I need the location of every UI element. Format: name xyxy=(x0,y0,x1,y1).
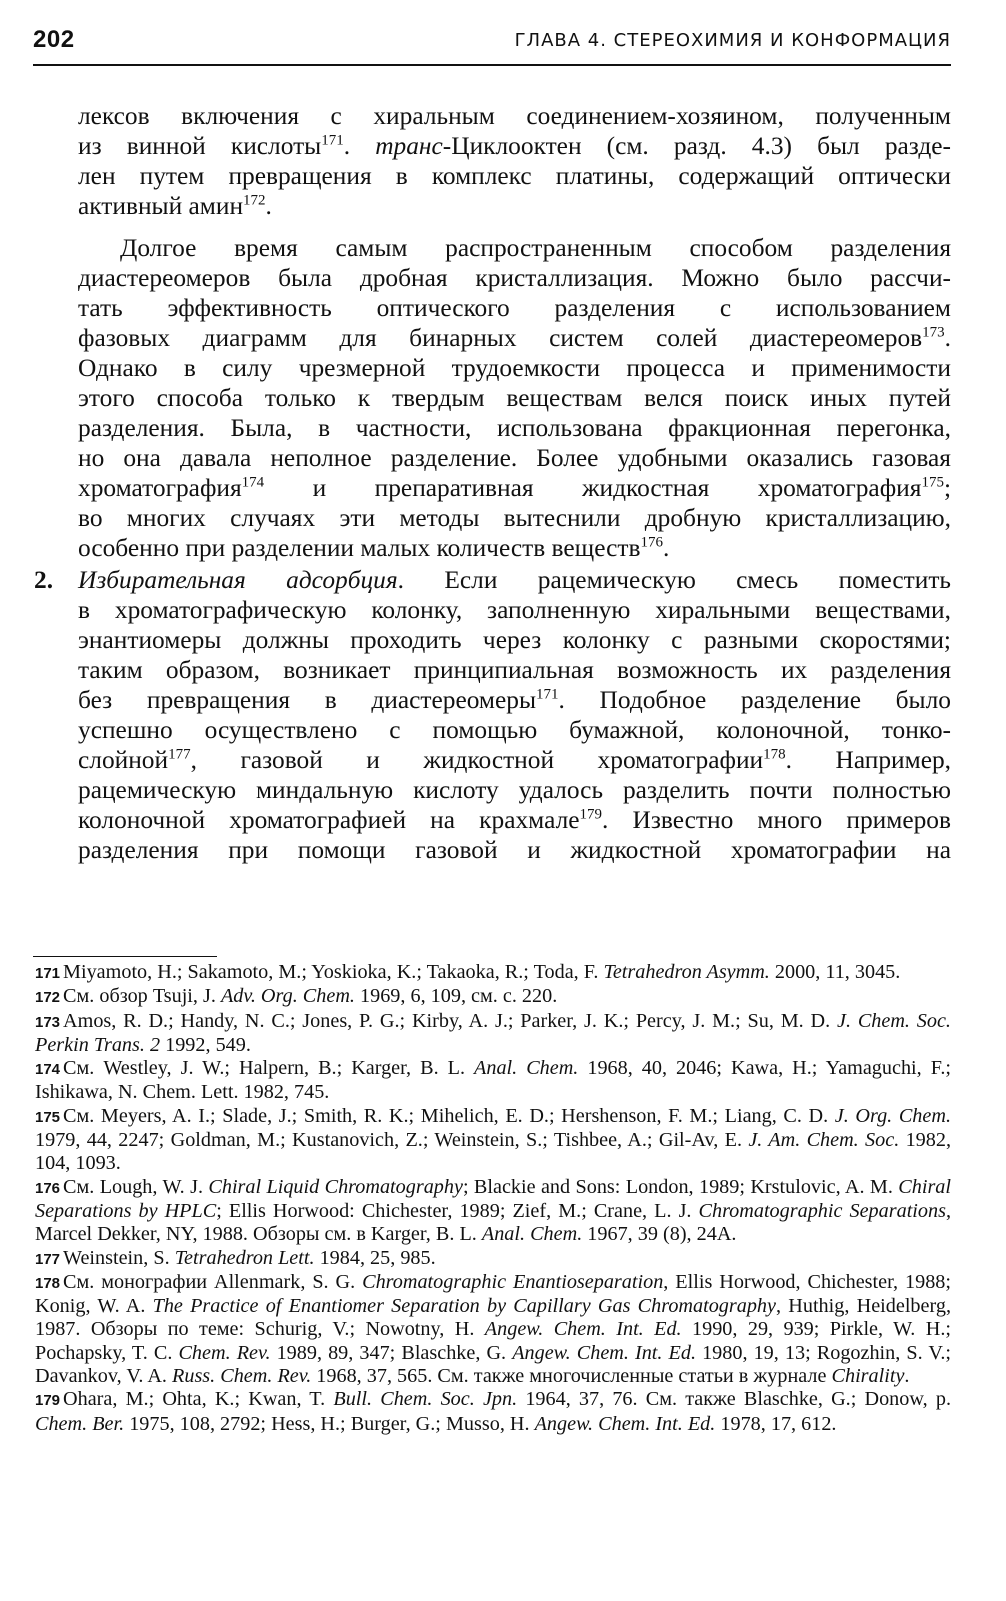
text-span: 1969, 6, 109, см. с. 220. xyxy=(354,985,558,1008)
footnotes xyxy=(35,961,951,1436)
text-line xyxy=(78,353,951,383)
text-span: 1990, 29, 939; Pirkle, W. H.; Pochapsky, T. C. xyxy=(35,1318,951,1364)
text-span: 1968, 37, 565. См. также многочисленные статьи в журнале xyxy=(311,1365,832,1388)
footnote-number: 176 xyxy=(35,1179,61,1197)
text-line xyxy=(78,161,951,191)
text-span: , Huthig, Heidelberg, 1987. Обзоры по теме: Schurig, V.; Nowotny, H. xyxy=(35,1295,951,1341)
text-span: но она давала неполное разделение. Более удобными оказались газовая xyxy=(78,444,951,472)
text-span: успешно осуществлено с помощью бумажной, колоночной, тонко- xyxy=(78,716,951,744)
ref-178: 178 xyxy=(763,746,786,763)
running-head: ГЛАВА 4. СТЕРЕОХИМИЯ И КОНФОРМАЦИЯ xyxy=(514,30,951,51)
text-span: . Например, xyxy=(785,746,952,774)
text-line xyxy=(78,625,951,655)
book-title: The Practice of Enantiomer Separation by Capillary Gas Chromatography xyxy=(152,1295,776,1318)
text-span: 1982, 104, 1093. xyxy=(35,1129,951,1175)
text-span: 1978, 17, 612. xyxy=(715,1412,837,1435)
text-line xyxy=(78,595,951,625)
text-span: из винной кислоты xyxy=(78,132,322,160)
text-span: 1980, 19, 13; Rogozhin, S. V.; Davankov, V. A. xyxy=(35,1341,952,1388)
text-line xyxy=(78,233,951,263)
text-span: в хроматографическую колонку, заполненную хиральными веществами, xyxy=(78,596,951,624)
journal-title: J. Am. Chem. Soc. xyxy=(748,1129,900,1152)
footnote-172 xyxy=(35,985,951,1009)
footnote-number: 179 xyxy=(35,1392,61,1410)
footnote-number: 171 xyxy=(35,965,61,982)
text-span: 1964, 37, 76. См. также Blaschke, G.; Donow, p. xyxy=(517,1388,951,1411)
journal-title: Tetrahedron Lett. xyxy=(174,1246,315,1269)
text-span: 1967, 39 (8), 24A. xyxy=(582,1223,737,1246)
text-span: . xyxy=(944,324,951,352)
text-span: хроматография xyxy=(78,474,242,502)
text-line xyxy=(78,323,951,353)
journal-title: Anal. Chem. xyxy=(474,1057,579,1080)
text-line xyxy=(78,565,951,595)
journal-title: Anal. Chem. xyxy=(481,1223,583,1246)
ref-173: 173 xyxy=(922,324,945,341)
book-title: Chiral Liquid Chromatography xyxy=(208,1175,463,1198)
ref-172: 172 xyxy=(243,192,266,209)
journal-title: Chem. Ber. xyxy=(35,1412,125,1435)
journal-title: Angew. Chem. Int. Ed. xyxy=(512,1341,696,1364)
text-span: ; xyxy=(943,474,951,502)
text-line xyxy=(78,533,951,563)
text-span: См. Westley, J. W.; Halpern, B.; Karger, B. L. xyxy=(63,1057,475,1080)
text-span: . Известно много примеров xyxy=(602,806,951,834)
paragraph-continuation xyxy=(78,101,951,221)
text-span: разделения. Была, в частности, использована фракционная перегонка, xyxy=(78,414,951,442)
journal-title: Bull. Chem. Soc. Jpn. xyxy=(333,1388,518,1411)
text-line xyxy=(78,745,951,775)
text-line xyxy=(78,383,951,413)
text-span: 1968, 40, 2046; Kawa, H.; Yamaguchi, F.; Ishikawa, N. Chem. Lett. 1982, 745. xyxy=(35,1057,951,1104)
text-line xyxy=(78,473,951,503)
footnote-173 xyxy=(35,1010,951,1058)
text-span: энантиомеры должны проходить через колонку с разными скоростями; xyxy=(78,626,951,654)
footnote-178 xyxy=(35,1271,951,1388)
text-span: 1979, 44, 2247; Goldman, M.; Kustanovich, Z.; Weinstein, S.; Tishbee, A.; Gil-Av, E. xyxy=(35,1129,749,1152)
text-span: лен путем превращения в комплекс платины, содержащий оптически xyxy=(78,162,951,190)
text-line xyxy=(78,191,951,221)
page-number: 202 xyxy=(33,26,75,53)
text-span: особенно при разделении малых количеств веществ xyxy=(78,534,641,562)
text-line xyxy=(78,775,951,805)
item-title: Избирательная адсорбция xyxy=(78,566,398,594)
text-span: тать эффективность оптического разделения с использованием xyxy=(78,294,951,322)
footnote-number: 173 xyxy=(35,1013,61,1031)
page-header xyxy=(33,22,951,66)
text-span: рацемическую миндальную кислоту удалось разделить почти полностью xyxy=(78,776,951,804)
text-span: См. Lough, W. J. xyxy=(63,1175,209,1198)
text-span: этого способа только к твердым веществам велся поиск иных путей xyxy=(78,384,951,412)
text-span: ; Blackie and Sons: London, 1989; Krstulovic, A. M. xyxy=(462,1175,899,1198)
text-span: Miyamoto, H.; Sakamoto, M.; Yoskioka, K.; Takaoka, R.; Toda, F. xyxy=(63,961,604,983)
footnote-number: 177 xyxy=(35,1250,61,1268)
paragraph xyxy=(78,233,951,563)
footnote-separator xyxy=(33,956,217,957)
text-span: ; Ellis Horwood: Chichester, 1989; Zief, M.; Crane, L. J. xyxy=(216,1199,699,1222)
text-span: таким образом, возникает принципиальная возможность их разделения xyxy=(78,656,951,684)
ref-176: 176 xyxy=(640,534,663,551)
book-title: Chiral Separations by HPLC xyxy=(35,1175,952,1222)
text-span: См. обзор Tsuji, J. xyxy=(63,985,221,1008)
footnote-number: 175 xyxy=(35,1108,61,1126)
list-marker: 2. xyxy=(34,566,54,594)
footnote-177 xyxy=(35,1247,951,1271)
text-span: . xyxy=(265,192,272,220)
text-span: без превращения в диастереомеры xyxy=(78,686,537,714)
book-title: Chromatographic Separations xyxy=(698,1199,946,1222)
footnote-number: 172 xyxy=(35,989,61,1007)
text-span: Amos, R. D.; Handy, N. C.; Jones, P. G.; Kirby, A. J.; Parker, J. K.; Percy, J. M.; Su, M. D. xyxy=(63,1009,837,1032)
text-span: слойной xyxy=(78,746,169,774)
text-span: См. Meyers, A. I.; Slade, J.; Smith, R. K.; Mihelich, E. D.; Hershenson, F. M.; Liang, C. D. xyxy=(63,1104,835,1127)
text-line xyxy=(78,413,951,443)
text-line xyxy=(78,715,951,745)
text-span: -Циклооктен (см. разд. 4.3) был разде- xyxy=(442,132,951,160)
journal-title: Angew. Chem. Int. Ed. xyxy=(534,1412,716,1435)
text-line xyxy=(78,805,951,835)
journal-title: Tetrahedron Asymm. xyxy=(603,961,770,983)
journal-title: J. Org. Chem. xyxy=(834,1104,951,1127)
text-span: Долгое время самым распространенным способом разделения xyxy=(120,234,951,262)
text-span: и препаративная жидкостная хроматография xyxy=(264,474,922,502)
text-span: 1989, 89, 347; Blaschke, G. xyxy=(270,1341,513,1364)
ref-174: 174 xyxy=(241,474,265,491)
journal-title: Adv. Org. Chem. xyxy=(220,985,355,1008)
text-line xyxy=(78,101,951,131)
footnote-176 xyxy=(35,1176,951,1247)
text-span: лексов включения с хиральным соединением-хозяином, полученным xyxy=(78,102,951,130)
text-span: . xyxy=(662,534,670,562)
text-span: 1984, 25, 985. xyxy=(314,1246,436,1269)
text-line xyxy=(78,685,951,715)
journal-title: Russ. Chem. Rev. xyxy=(172,1365,312,1388)
journal-title: Chirality xyxy=(831,1365,905,1388)
text-line xyxy=(78,263,951,293)
text-span: во многих случаях эти методы вытеснили дробную кристаллизацию, xyxy=(78,504,951,532)
text-span: См. монографии Allenmark, S. G. xyxy=(63,1270,363,1293)
ref-175: 175 xyxy=(921,474,944,491)
footnote-171 xyxy=(35,961,951,985)
text-span: колоночной хроматографией на крахмале xyxy=(78,806,580,834)
journal-title: Chem. Rev. xyxy=(178,1341,271,1364)
text-span: 1992, 549. xyxy=(160,1033,251,1056)
text-span: , Marcel Dekker, NY, 1988. Обзоры см. в Karger, B. L. xyxy=(35,1199,951,1246)
text-span: 2000, 11, 3045. xyxy=(769,961,901,983)
ref-177: 177 xyxy=(168,746,191,763)
text-span: , Ellis Horwood, Chichester, 1988; Konig, W. A. xyxy=(35,1270,951,1318)
journal-title: J. Chem. Soc. Perkin Trans. 2 xyxy=(35,1009,951,1056)
text-span: . xyxy=(904,1365,910,1388)
text-span: 1975, 108, 2792; Hess, H.; Burger, G.; Musso, H. xyxy=(124,1412,535,1435)
footnote-number: 174 xyxy=(35,1061,61,1079)
text-line xyxy=(78,503,951,533)
footnote-174 xyxy=(35,1057,951,1105)
text-line xyxy=(78,655,951,685)
footnote-175 xyxy=(35,1105,951,1176)
book-title: Chromatographic Enantioseparation xyxy=(362,1270,664,1293)
list-item-2 xyxy=(34,565,952,865)
text-line xyxy=(78,835,951,865)
trans-term: транс xyxy=(375,132,443,160)
text-line xyxy=(78,443,951,473)
text-span: Weinstein, S. xyxy=(63,1246,175,1269)
text-span: диастереомеров была дробная кристаллизация. Можно было рассчи- xyxy=(78,264,951,292)
text-span: активный амин xyxy=(78,192,244,220)
footnote-number: 178 xyxy=(35,1274,61,1292)
text-span: Однако в силу чрезмерной трудоемкости процесса и применимости xyxy=(78,354,951,382)
text-span: , газовой и жидкостной хроматографии xyxy=(190,746,764,774)
journal-title: Angew. Chem. Int. Ed. xyxy=(484,1318,682,1341)
text-span: . xyxy=(343,132,376,160)
text-span: Ohara, M.; Ohta, K.; Kwan, T. xyxy=(63,1388,334,1411)
ref-171: 171 xyxy=(321,132,344,149)
main-text xyxy=(34,101,952,865)
text-span: разделения при помощи газовой и жидкостной хроматографии на xyxy=(78,836,951,864)
footnote-179 xyxy=(35,1388,951,1436)
text-line xyxy=(78,131,951,161)
text-span: . Подобное разделение было xyxy=(558,686,951,714)
text-span: фазовых диаграмм для бинарных систем солей диастереомеров xyxy=(78,324,923,352)
text-line xyxy=(78,293,951,323)
ref-179: 179 xyxy=(579,806,603,823)
text-span: . Если рацемическую смесь поместить xyxy=(397,566,951,594)
ref-171: 171 xyxy=(536,686,559,703)
